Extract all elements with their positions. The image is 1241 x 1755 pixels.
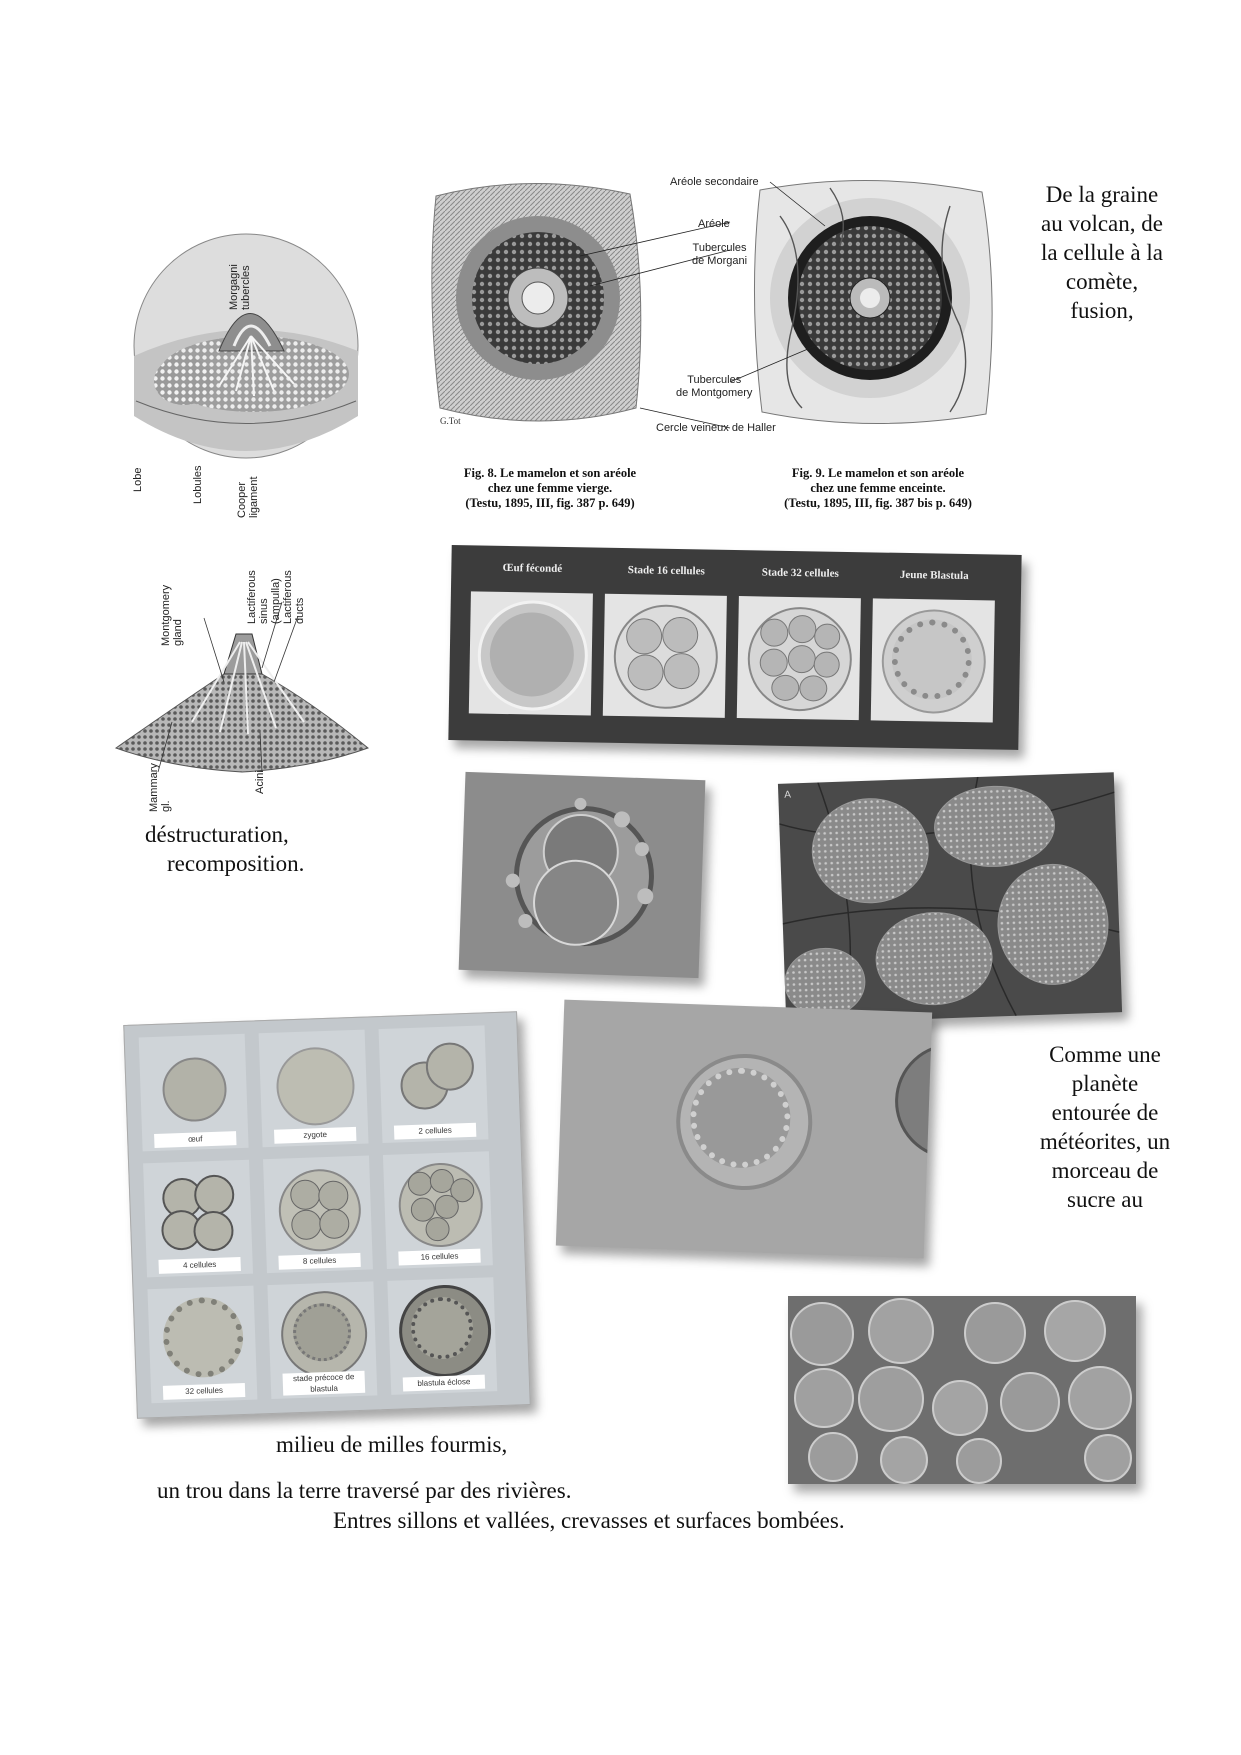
grid-label-blastula-eclose: blastula éclose — [403, 1375, 485, 1392]
figure-two-cell-embryo — [459, 772, 706, 978]
engraving-signature: G.Tot — [440, 416, 461, 426]
embryo-cell — [1068, 1366, 1132, 1430]
label-lobules: Lobules — [192, 465, 204, 504]
embryo-cell — [275, 1046, 356, 1127]
label-cooper-ligament: Cooper ligament — [236, 476, 260, 518]
poem-bottom-line-1: milieu de milles fourmis, — [276, 1432, 508, 1457]
poem-line: recomposition. — [167, 851, 305, 876]
grid-cell-2-cellules — [379, 1025, 489, 1143]
caption-fig9-line1: Fig. 9. Le mamelon et son aréole — [791, 466, 965, 480]
embryo-cell — [1044, 1300, 1106, 1362]
caption-fig8-line2: chez une femme vierge. — [487, 481, 613, 495]
poem-line: entourée de — [1051, 1100, 1159, 1125]
label-lactiferous-sinus-line1: Lactiferous — [246, 570, 258, 624]
caption-fig8-line3: (Testu, 1895, III, fig. 387 p. 649) — [465, 496, 635, 510]
embryo-edge — [893, 1041, 932, 1161]
label-montgomery-gland-line2: gland — [172, 619, 184, 646]
label-tubercules-montgomery — [676, 374, 752, 400]
label-lactiferous-ducts-line1: Lactiferous — [282, 570, 294, 624]
poem-line: De la graine — [1045, 182, 1159, 207]
label-tubercules-morgani — [692, 242, 747, 268]
embryo-cell — [1084, 1434, 1132, 1482]
embryo-cell — [880, 1436, 928, 1484]
label-areole: Aréole — [698, 218, 730, 230]
caption-fig8-line1: Fig. 8. Le mamelon et son aréole — [463, 466, 637, 480]
grid-cell-blastula-precoce — [267, 1281, 377, 1399]
figure-areola-engravings — [430, 176, 1010, 516]
poem-line: planète — [1071, 1071, 1139, 1096]
poem-line: la cellule à la — [1041, 240, 1163, 265]
poem-middle-left — [145, 820, 345, 878]
caption-fig9 — [748, 466, 1008, 511]
label-lactiferous-sinus — [246, 564, 282, 624]
figure-breast-cross-section — [124, 186, 366, 526]
label-morgagni-tubercles: Morgagni tubercles — [228, 264, 252, 310]
poem-line: morceau de — [1051, 1158, 1159, 1183]
strip-image-stade32 — [737, 596, 861, 720]
grid-cell-blastula-eclose — [387, 1277, 497, 1395]
label-montgomery-gland-line1: Montgomery — [160, 584, 172, 646]
grid-cell-4-cellules — [143, 1160, 253, 1278]
poem-line: météorites, un — [1039, 1129, 1171, 1154]
poem-line: Comme une — [1049, 1042, 1161, 1067]
poem-top-right — [1022, 180, 1182, 325]
grid-cell-zygote — [259, 1030, 369, 1148]
grid-label-4-cellules: 4 cellules — [158, 1257, 240, 1274]
grid-label-oeuf: œuf — [154, 1131, 236, 1148]
strip-label-stade32: Stade 32 cellules — [761, 566, 839, 580]
label-mammary-gland-line1: Mammary — [148, 763, 160, 812]
caption-fig9-line3: (Testu, 1895, III, fig. 387 bis p. 649) — [784, 496, 972, 510]
poem-bottom-line-2: un trou dans la terre traversé par des rivières. — [157, 1478, 572, 1503]
embryo-cell — [964, 1302, 1026, 1364]
poem-line: au volcan, de — [1041, 211, 1163, 236]
label-lactiferous-ducts-line2: ducts — [294, 597, 306, 624]
label-tubercules-morgani-line1: Tubercules — [692, 242, 747, 254]
label-cercle-haller: Cercle veineux de Haller — [656, 422, 776, 434]
label-mammary-gland — [148, 752, 172, 812]
figure-cleavage-embryos — [788, 1296, 1136, 1484]
poem-line: sucre au — [1067, 1187, 1143, 1212]
grid-cell-16-cellules — [383, 1151, 493, 1269]
embryo-cell — [794, 1368, 854, 1428]
grid-label-32-cellules: 32 cellules — [163, 1383, 245, 1400]
poem-line: déstructuration, — [145, 822, 289, 847]
label-lactiferous-sinus-line3: (ampulla) — [270, 578, 282, 624]
figure-embryo-strip — [448, 545, 1021, 750]
embryo-cell — [162, 1296, 245, 1379]
cumulus-cell — [518, 914, 532, 928]
grid-label-8-cellules: 8 cellules — [278, 1253, 360, 1270]
poem-line: comète, — [1065, 269, 1139, 294]
strip-image-blastula — [871, 598, 995, 722]
label-tubercules-morgani-line2: de Morgani — [692, 255, 748, 267]
figure-tissue-micrograph — [778, 772, 1122, 1024]
embryo-cell — [808, 1432, 858, 1482]
label-acini: Acini — [254, 770, 266, 794]
embryo-cell — [932, 1380, 988, 1436]
cumulus-cell — [637, 888, 654, 905]
grid-cell-8-cellules — [263, 1155, 373, 1273]
label-tubercules-montgomery-line2: de Montgomery — [676, 387, 753, 399]
poem-bottom-line-3: Entres sillons et vallées, crevasses et surfaces bombées. — [333, 1508, 845, 1533]
embryo-cell — [1000, 1372, 1060, 1432]
embryo-cell — [956, 1438, 1002, 1484]
embryo-cell — [868, 1298, 934, 1364]
blastomere — [194, 1174, 235, 1215]
figure-embryo-grid — [123, 1011, 531, 1419]
poem-right-middle — [1010, 1040, 1200, 1214]
embryo-cell — [161, 1056, 227, 1122]
caption-fig8 — [430, 466, 670, 511]
label-lactiferous-ducts — [282, 564, 306, 624]
strip-image-oeuf — [469, 591, 593, 715]
poem-line: fusion, — [1070, 298, 1134, 323]
grid-label-blastula-precoce: stade précoce de blastula — [283, 1371, 366, 1396]
figure-nipple-ducts — [112, 572, 372, 812]
label-montgomery-gland — [160, 586, 184, 646]
blastomere — [193, 1210, 234, 1251]
tissue-micrograph-drawing — [778, 772, 1122, 1024]
embryo-cell — [858, 1366, 924, 1432]
blastomere — [425, 1042, 475, 1092]
grid-label-2-cellules: 2 cellules — [394, 1123, 476, 1140]
embryo-cell — [277, 1168, 362, 1253]
tissue-corner-mark: A — [784, 789, 792, 801]
label-lobe: Lobe — [132, 467, 144, 492]
grid-cell-oeuf — [139, 1034, 249, 1152]
label-lactiferous-sinus-line2: sinus — [258, 598, 270, 624]
grid-label-zygote: zygote — [274, 1127, 356, 1144]
label-areole-secondaire: Aréole secondaire — [670, 176, 759, 188]
figure-morula-micrograph — [556, 1000, 932, 1259]
embryo-cell — [613, 604, 719, 710]
grid-cell-32-cellules — [147, 1286, 257, 1404]
strip-image-stade16 — [603, 594, 727, 718]
embryo-cell — [790, 1302, 854, 1366]
strip-label-stade16: Stade 16 cellules — [627, 564, 705, 578]
strip-label-oeuf: Œuf fécondé — [502, 561, 563, 575]
caption-fig9-line2: chez une femme enceinte. — [810, 481, 946, 495]
strip-label-blastula: Jeune Blastula — [899, 568, 969, 583]
label-mammary-gland-line2: gl. — [160, 800, 172, 812]
grid-label-16-cellules: 16 cellules — [398, 1249, 480, 1266]
label-tubercules-montgomery-line1: Tubercules — [687, 374, 742, 386]
